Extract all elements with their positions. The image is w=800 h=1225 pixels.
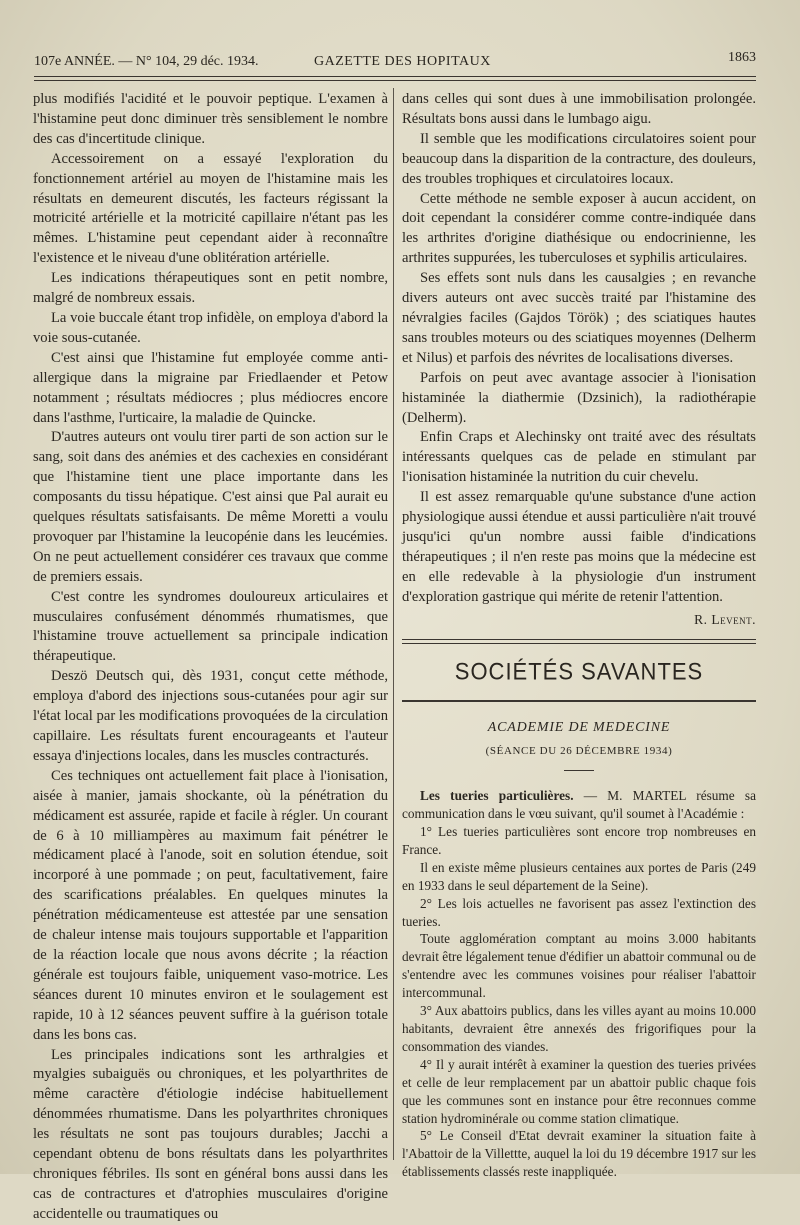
paragraph: Il semble que les modifications circulatoires soient pour beaucoup dans la disparition de la contracture, des douleurs, des troubles trophiques et circulatoires locaux. [402,130,756,187]
report-item: Il en existe même plusieurs centaines aux portes de Paris (249 en 1933 dans le seul département de la Seine). [402,859,756,893]
paragraph: Cette méthode ne semble exposer à aucun accident, on doit cependant la considérer comme contre-indiquée dans les arthrites d'origine diathésique ou endocrinienne, les arthrites suppurées, les tuberculoses et syphilis articulaires. [402,190,756,267]
academy-title: ACADEMIE DE MEDECINE [487,720,671,736]
page-header [34,50,756,72]
report-item: 2° Les lois actuelles ne favorisent pas assez l'extinction des tueries. [402,895,756,929]
report-item: 5° Le Conseil d'Etat devrait examiner la situation faite à l'Abattoir de la Villettte, auquel la loi du 19 décembre 1917 sur les établissements classés reste inappliquée. [402,1128,756,1180]
short-divider [564,770,594,771]
report-item: 4° Il y aurait intérêt à examiner la question des tueries privées et celle de leur remplacement par un abattoir public chaque fois que les communes sont en instance pour être reconnues comme station hydrominérale ou comme station climatique. [402,1056,756,1126]
section-rule-bottom [402,700,756,702]
paragraph: D'autres auteurs ont voulu tirer parti de son action sur le sang, soit dans des anémies et des cachexies en considérant que l'histamine tient une place importante dans les composants du tissu hépatique. C'est ainsi que Pal aurait eu quelques résultats satisfaisants. De même Moretti a voulu provoquer par l'histamine la leucopénie dans les leucémies. On ne peut actuellement considérer ces travaux que comme de premiers essais. [33,429,388,585]
academy-report [402,787,756,1181]
section-title: SOCIÉTÉS SAVANTES [454,658,704,686]
paragraph: plus modifiés l'acidité et le pouvoir peptique. L'examen à l'histamine peut donc diminuer très sensiblement le nombre des cas d'incertitude clinique. [33,91,388,147]
report-lead [402,787,756,823]
issue-info: 107e ANNÉE. — N° 104, 29 déc. 1934. [34,54,259,69]
page-number: 1863 [728,50,756,65]
report-item: Toute agglomération comptant au moins 3.000 habitants devrait être légalement tenue d'édifier un abattoir communal ou de s'entendre avec les communes voisines pour réaliser l'abattoir intercommunal. [402,931,756,1001]
paragraph: Il est assez remarquable qu'une substance d'une action physiologique aussi étendue et aussi particulière n'ait trouvé jusqu'ici qu'un nombre aussi faible d'indications thérapeutiques ; il n'en reste pas moins que la médecine est en elle redevable à la physiologie d'un instrument d'exploration gastrique qui mérite de retenir l'attention. [402,489,756,605]
paragraph: C'est ainsi que l'histamine fut employée comme anti-allergique dans la migraine par Friedlaender et Petow notamment ; résultats médiocres ; plus médiocres encore dans l'asthme, l'urticaire, la maladie de Quincke. [33,349,388,426]
journal-title: GAZETTE DES HOPITAUX [314,54,491,69]
paragraph: Deszö Deutsch qui, dès 1931, conçut cette méthode, employa d'abord des injections sous-cutanées pour agir sur l'état local par les modifications provoquées de la circulation capillaire. Les résultats furent encourageants et l'auteur essaya d'injections locales, dans les muscles contracturés. [33,668,388,764]
report-heading: Les tueries particulières. [420,788,574,804]
right-column [402,90,756,1181]
header-rule-bottom [34,80,756,81]
section-rule-top-2 [402,643,756,644]
section-rule-top [402,639,756,640]
paragraph: Accessoirement on a essayé l'exploration du fonctionnement artériel au moyen de l'histamine mais les résultats en demeurent discutés, les facteurs régissant la motricité artérielle et la motricité capillaire n'étant pas les mêmes. L'histamine peut cependant aider à reconnaître l'existence et le niveau d'une oblitération artérielle. [33,150,388,267]
paragraph: Ses effets sont nuls dans les causalgies ; en revanche divers auteurs ont avec succès traité par l'histamine des névralgies faciles (Gajdos Török) ; des sciatiques hautes sans troubles moteurs ou des sciatiques moyennes (Delherm et Nilus) et parfois des névrites de localisations diverses. [402,270,756,366]
paragraph: Enfin Craps et Alechinsky ont traité avec des résultats intéressants quelques cas de pelade en stimulant par l'ionisation histaminée la nutrition du cuir chevelu. [402,429,756,486]
paragraph: Ces techniques ont actuellement fait place à l'ionisation, aisée à manier, jamais shockante, où la pénétration du médicament est assurée, rapide et facile à régler. Un courant de 6 à 10 milliampères au maximum fait pénétrer le médicament placé à l'anode, soit en solution étendue, soit incorporé à une pommade ; on peut, facultativement, faire des scarifications préalables. En quelques minutes la pénétration médicamenteuse est attestée par une sensation de chaleur intense mais toujours supportable et l'apparition de la réaction locale que nous avons décrite ; la réaction générale est toujours faible, uniquement vaso-motrice. Les séances durent 10 minutes environ et le soulagement est rapide, 10 à 12 séances peuvent suffire à la guérison totale dans les bons cas. [33,767,388,1043]
header-rule-top [34,76,756,77]
report-item: 3° Aux abattoirs publics, dans les villes ayant au moins 10.000 habitants, devraient être annexés des frigorifiques pour la consommation des viandes. [402,1003,756,1054]
session-date: (SÉANCE DU 26 DÉCEMBRE 1934) [485,745,673,758]
report-lead-text: — M. MARTEL résume sa communication dans le vœu suivant, qu'il soumet à l'Académie : [402,788,756,822]
paragraph: dans celles qui sont dues à une immobilisation prolongée. Résultats bons aussi dans le lumbago aigu. [402,91,756,127]
column-divider [393,88,394,1160]
paragraph: La voie buccale étant trop infidèle, on employa d'abord la voie sous-cutanée. [33,309,388,346]
paragraph: C'est contre les syndromes douloureux articulaires et musculaires confusément dénommés rhumatismes, que l'histamine trouve actuellement sa principale indication thérapeutique. [33,588,388,665]
paragraph: Les principales indications sont les arthralgies et myalgies subaiguës ou chroniques, et les polyarthrites de même caractère d'étiologie indécise habituellement dénommées rhumatisme. Dans les polyarthrites chroniques les résultats ne sont pas toujours durables; Jacchi a cependant obtenu de bons résultats dans les polyarthrites chroniques fébriles. Ils sont en général bons aussi dans les cas de contractures et d'atrophies musculaires d'origine accidentelle ou traumatiques ou [33,1046,388,1222]
left-column [33,90,388,1225]
paragraph: Les indications thérapeutiques sont en petit nombre, malgré de nombreux essais. [33,270,388,307]
author-signature: R. Levent. [694,611,756,627]
paragraph: Parfois on peut avec avantage associer à l'ionisation histaminée la diathermie (Dzsinich), la radiothérapie (Delherm). [402,369,756,426]
report-item: 1° Les tueries particulières sont encore trop nombreuses en France. [402,824,756,857]
